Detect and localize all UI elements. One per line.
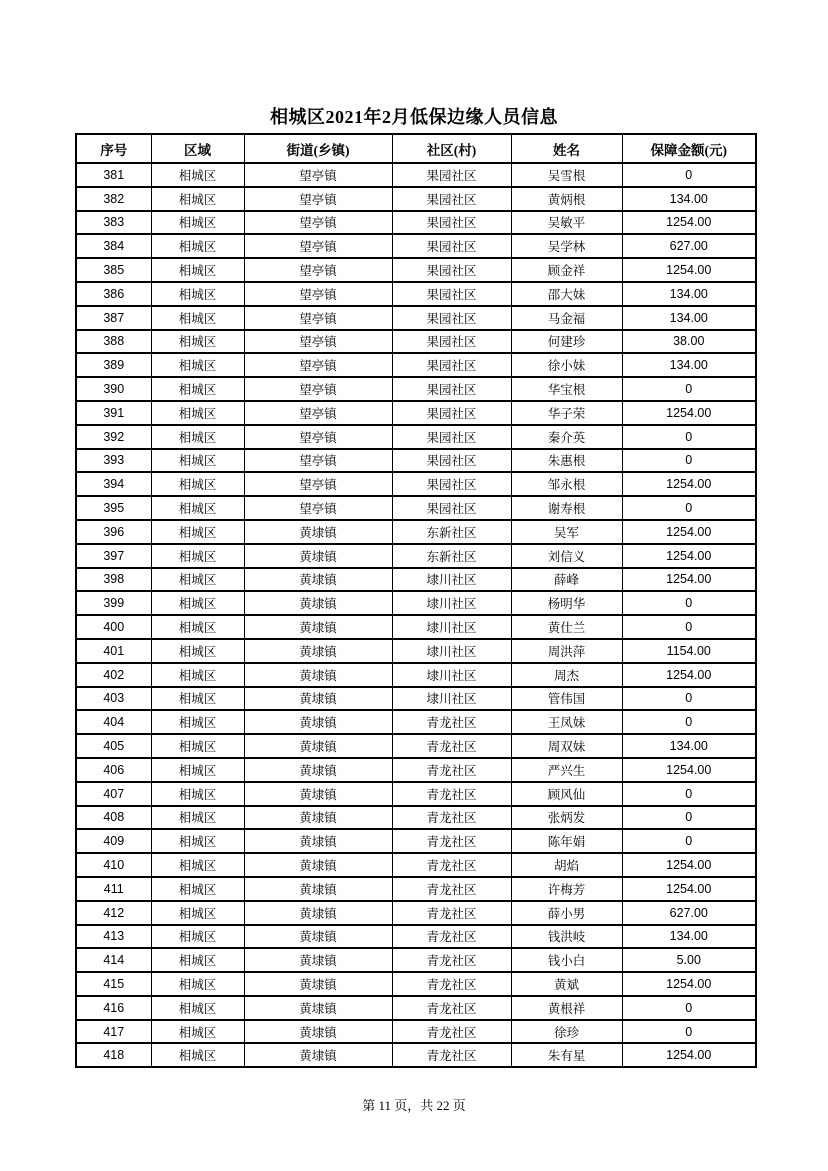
cell-community: 果园社区 [392,187,511,211]
column-header-community: 社区(村) [392,134,511,163]
cell-name: 吴雪根 [511,163,622,187]
cell-name: 谢寿根 [511,496,622,520]
table-row [76,948,756,972]
cell-street: 黄埭镇 [244,782,392,806]
cell-index: 401 [76,639,151,663]
table-row [76,544,756,568]
cell-street: 望亭镇 [244,377,392,401]
cell-community: 青龙社区 [392,877,511,901]
cell-index: 408 [76,806,151,830]
cell-region: 相城区 [151,330,244,354]
cell-index: 383 [76,211,151,235]
cell-region: 相城区 [151,163,244,187]
table-row [76,330,756,354]
cell-index: 396 [76,520,151,544]
cell-amount: 1254.00 [622,520,756,544]
cell-region: 相城区 [151,1043,244,1067]
cell-amount: 0 [622,591,756,615]
cell-region: 相城区 [151,806,244,830]
cell-index: 381 [76,163,151,187]
cell-name: 胡焰 [511,853,622,877]
cell-street: 黄埭镇 [244,734,392,758]
cell-street: 望亭镇 [244,449,392,473]
cell-index: 398 [76,568,151,592]
table-row [76,996,756,1020]
cell-region: 相城区 [151,972,244,996]
cell-community: 青龙社区 [392,996,511,1020]
cell-community: 青龙社区 [392,1043,511,1067]
cell-region: 相城区 [151,758,244,782]
cell-street: 黄埭镇 [244,853,392,877]
cell-amount: 134.00 [622,925,756,949]
cell-amount: 1254.00 [622,1043,756,1067]
cell-street: 黄埭镇 [244,829,392,853]
cell-region: 相城区 [151,853,244,877]
cell-index: 400 [76,615,151,639]
cell-index: 412 [76,901,151,925]
table-row [76,901,756,925]
cell-index: 414 [76,948,151,972]
cell-region: 相城区 [151,234,244,258]
cell-region: 相城区 [151,996,244,1020]
cell-street: 黄埭镇 [244,758,392,782]
cell-amount: 0 [622,806,756,830]
cell-street: 望亭镇 [244,425,392,449]
cell-amount: 1254.00 [622,211,756,235]
cell-name: 朱惠根 [511,449,622,473]
cell-community: 埭川社区 [392,615,511,639]
cell-community: 果园社区 [392,306,511,330]
benefit-info-table [75,133,757,1068]
table-row [76,377,756,401]
cell-amount: 1254.00 [622,472,756,496]
cell-street: 望亭镇 [244,330,392,354]
cell-index: 393 [76,449,151,473]
cell-name: 华子荣 [511,401,622,425]
table-row [76,258,756,282]
cell-street: 黄埭镇 [244,972,392,996]
cell-amount: 134.00 [622,306,756,330]
cell-region: 相城区 [151,591,244,615]
table-row [76,163,756,187]
table-row [76,353,756,377]
cell-community: 青龙社区 [392,853,511,877]
table-row [76,1020,756,1044]
cell-name: 管伟国 [511,687,622,711]
table-row [76,520,756,544]
cell-community: 果园社区 [392,377,511,401]
cell-name: 顾风仙 [511,782,622,806]
cell-street: 黄埭镇 [244,663,392,687]
cell-index: 388 [76,330,151,354]
cell-street: 黄埭镇 [244,687,392,711]
cell-index: 395 [76,496,151,520]
cell-name: 钱洪岐 [511,925,622,949]
cell-amount: 0 [622,1020,756,1044]
cell-street: 黄埭镇 [244,568,392,592]
cell-index: 407 [76,782,151,806]
column-header-name: 姓名 [511,134,622,163]
cell-index: 418 [76,1043,151,1067]
cell-amount: 1154.00 [622,639,756,663]
cell-street: 望亭镇 [244,401,392,425]
cell-region: 相城区 [151,639,244,663]
cell-name: 薛峰 [511,568,622,592]
cell-community: 埭川社区 [392,568,511,592]
cell-region: 相城区 [151,401,244,425]
table-row [76,663,756,687]
cell-amount: 1254.00 [622,853,756,877]
cell-region: 相城区 [151,829,244,853]
cell-name: 杨明华 [511,591,622,615]
table-row [76,306,756,330]
cell-name: 吴敏平 [511,211,622,235]
cell-community: 果园社区 [392,496,511,520]
cell-region: 相城区 [151,948,244,972]
cell-name: 薛小男 [511,901,622,925]
cell-region: 相城区 [151,187,244,211]
cell-community: 果园社区 [392,163,511,187]
cell-community: 埭川社区 [392,591,511,615]
cell-region: 相城区 [151,877,244,901]
table-row [76,449,756,473]
cell-amount: 1254.00 [622,258,756,282]
table-header [76,134,756,163]
cell-index: 404 [76,710,151,734]
table-row [76,211,756,235]
cell-index: 384 [76,234,151,258]
cell-name: 许梅芳 [511,877,622,901]
cell-region: 相城区 [151,520,244,544]
cell-region: 相城区 [151,353,244,377]
cell-street: 黄埭镇 [244,544,392,568]
table-row [76,472,756,496]
table-row [76,687,756,711]
cell-index: 402 [76,663,151,687]
cell-community: 果园社区 [392,330,511,354]
cell-community: 青龙社区 [392,734,511,758]
cell-index: 390 [76,377,151,401]
table-row [76,829,756,853]
cell-region: 相城区 [151,472,244,496]
cell-street: 黄埭镇 [244,615,392,639]
cell-region: 相城区 [151,615,244,639]
cell-name: 钱小白 [511,948,622,972]
cell-street: 黄埭镇 [244,1043,392,1067]
cell-street: 望亭镇 [244,163,392,187]
cell-name: 王凤妹 [511,710,622,734]
column-header-amount: 保障金额(元) [622,134,756,163]
cell-community: 果园社区 [392,234,511,258]
cell-amount: 1254.00 [622,544,756,568]
cell-amount: 627.00 [622,901,756,925]
cell-street: 望亭镇 [244,211,392,235]
table-row [76,853,756,877]
cell-amount: 0 [622,425,756,449]
cell-amount: 0 [622,687,756,711]
cell-name: 周双妹 [511,734,622,758]
cell-amount: 1254.00 [622,877,756,901]
cell-amount: 0 [622,996,756,1020]
cell-community: 果园社区 [392,258,511,282]
cell-region: 相城区 [151,377,244,401]
cell-community: 果园社区 [392,472,511,496]
cell-region: 相城区 [151,782,244,806]
column-header-street: 街道(乡镇) [244,134,392,163]
column-header-index: 序号 [76,134,151,163]
table-row [76,806,756,830]
cell-region: 相城区 [151,449,244,473]
cell-street: 望亭镇 [244,258,392,282]
cell-community: 青龙社区 [392,758,511,782]
cell-street: 望亭镇 [244,234,392,258]
cell-region: 相城区 [151,496,244,520]
header-row [76,134,756,163]
cell-community: 埭川社区 [392,663,511,687]
cell-index: 392 [76,425,151,449]
cell-name: 黄仕兰 [511,615,622,639]
cell-region: 相城区 [151,710,244,734]
cell-street: 黄埭镇 [244,948,392,972]
cell-amount: 1254.00 [622,401,756,425]
cell-street: 望亭镇 [244,353,392,377]
cell-region: 相城区 [151,925,244,949]
cell-street: 黄埭镇 [244,901,392,925]
cell-index: 409 [76,829,151,853]
cell-street: 黄埭镇 [244,520,392,544]
table-row [76,639,756,663]
cell-amount: 1254.00 [622,663,756,687]
cell-region: 相城区 [151,425,244,449]
table-row [76,401,756,425]
cell-region: 相城区 [151,568,244,592]
cell-name: 周洪萍 [511,639,622,663]
cell-name: 吴军 [511,520,622,544]
cell-index: 403 [76,687,151,711]
cell-name: 秦介英 [511,425,622,449]
cell-community: 果园社区 [392,211,511,235]
table-row [76,568,756,592]
cell-community: 青龙社区 [392,829,511,853]
page-title: 相城区2021年2月低保边缘人员信息 [270,107,558,127]
cell-region: 相城区 [151,1020,244,1044]
cell-index: 406 [76,758,151,782]
cell-name: 黄斌 [511,972,622,996]
cell-community: 果园社区 [392,282,511,306]
cell-amount: 0 [622,377,756,401]
cell-region: 相城区 [151,306,244,330]
cell-amount: 1254.00 [622,972,756,996]
cell-index: 416 [76,996,151,1020]
cell-community: 青龙社区 [392,1020,511,1044]
table-row [76,782,756,806]
cell-street: 黄埭镇 [244,806,392,830]
cell-name: 黄根祥 [511,996,622,1020]
cell-street: 黄埭镇 [244,925,392,949]
table-row [76,972,756,996]
table-row [76,877,756,901]
cell-street: 黄埭镇 [244,591,392,615]
cell-amount: 0 [622,829,756,853]
cell-amount: 0 [622,710,756,734]
cell-amount: 134.00 [622,353,756,377]
table-row [76,615,756,639]
cell-index: 389 [76,353,151,377]
cell-index: 391 [76,401,151,425]
cell-name: 朱有星 [511,1043,622,1067]
table-row [76,591,756,615]
cell-street: 望亭镇 [244,306,392,330]
table-row [76,234,756,258]
cell-amount: 134.00 [622,187,756,211]
cell-community: 埭川社区 [392,639,511,663]
cell-index: 413 [76,925,151,949]
cell-index: 382 [76,187,151,211]
cell-community: 青龙社区 [392,948,511,972]
table-row [76,496,756,520]
cell-amount: 134.00 [622,734,756,758]
table-row [76,282,756,306]
cell-name: 张炳发 [511,806,622,830]
cell-amount: 0 [622,615,756,639]
cell-street: 望亭镇 [244,187,392,211]
cell-community: 果园社区 [392,353,511,377]
table-row [76,425,756,449]
cell-name: 马金福 [511,306,622,330]
cell-region: 相城区 [151,211,244,235]
cell-region: 相城区 [151,544,244,568]
cell-index: 415 [76,972,151,996]
cell-name: 徐小妹 [511,353,622,377]
cell-region: 相城区 [151,282,244,306]
cell-name: 徐珍 [511,1020,622,1044]
cell-amount: 0 [622,449,756,473]
table-row [76,187,756,211]
cell-street: 黄埭镇 [244,1020,392,1044]
cell-index: 385 [76,258,151,282]
cell-region: 相城区 [151,663,244,687]
table-body [76,163,756,1067]
cell-community: 青龙社区 [392,925,511,949]
cell-name: 周杰 [511,663,622,687]
cell-street: 望亭镇 [244,496,392,520]
cell-name: 华宝根 [511,377,622,401]
cell-index: 394 [76,472,151,496]
cell-region: 相城区 [151,901,244,925]
table-row [76,1043,756,1067]
cell-street: 黄埭镇 [244,639,392,663]
cell-street: 黄埭镇 [244,996,392,1020]
cell-name: 邹永根 [511,472,622,496]
cell-community: 果园社区 [392,425,511,449]
column-header-region: 区域 [151,134,244,163]
cell-amount: 0 [622,163,756,187]
cell-amount: 38.00 [622,330,756,354]
cell-name: 顾金祥 [511,258,622,282]
table-row [76,734,756,758]
cell-street: 望亭镇 [244,472,392,496]
cell-community: 果园社区 [392,449,511,473]
cell-street: 黄埭镇 [244,710,392,734]
cell-index: 405 [76,734,151,758]
cell-name: 刘信义 [511,544,622,568]
cell-name: 陈年娟 [511,829,622,853]
cell-index: 410 [76,853,151,877]
cell-street: 望亭镇 [244,282,392,306]
cell-community: 青龙社区 [392,806,511,830]
table-row [76,925,756,949]
table-row [76,758,756,782]
cell-community: 青龙社区 [392,782,511,806]
cell-amount: 1254.00 [622,568,756,592]
cell-name: 严兴生 [511,758,622,782]
cell-name: 何建珍 [511,330,622,354]
table-row [76,710,756,734]
cell-name: 邵大妹 [511,282,622,306]
cell-index: 399 [76,591,151,615]
cell-amount: 0 [622,496,756,520]
cell-community: 青龙社区 [392,710,511,734]
cell-region: 相城区 [151,734,244,758]
cell-community: 东新社区 [392,520,511,544]
cell-community: 青龙社区 [392,972,511,996]
cell-amount: 1254.00 [622,758,756,782]
cell-index: 417 [76,1020,151,1044]
cell-amount: 134.00 [622,282,756,306]
cell-community: 果园社区 [392,401,511,425]
cell-amount: 0 [622,782,756,806]
cell-index: 411 [76,877,151,901]
cell-community: 青龙社区 [392,901,511,925]
cell-amount: 5.00 [622,948,756,972]
cell-amount: 627.00 [622,234,756,258]
cell-community: 埭川社区 [392,687,511,711]
cell-index: 397 [76,544,151,568]
cell-name: 黄炳根 [511,187,622,211]
page-number-footer: 第 11 页，共 22 页 [362,1098,466,1113]
cell-index: 387 [76,306,151,330]
cell-name: 吴学林 [511,234,622,258]
cell-index: 386 [76,282,151,306]
cell-community: 东新社区 [392,544,511,568]
cell-region: 相城区 [151,687,244,711]
cell-region: 相城区 [151,258,244,282]
cell-street: 黄埭镇 [244,877,392,901]
